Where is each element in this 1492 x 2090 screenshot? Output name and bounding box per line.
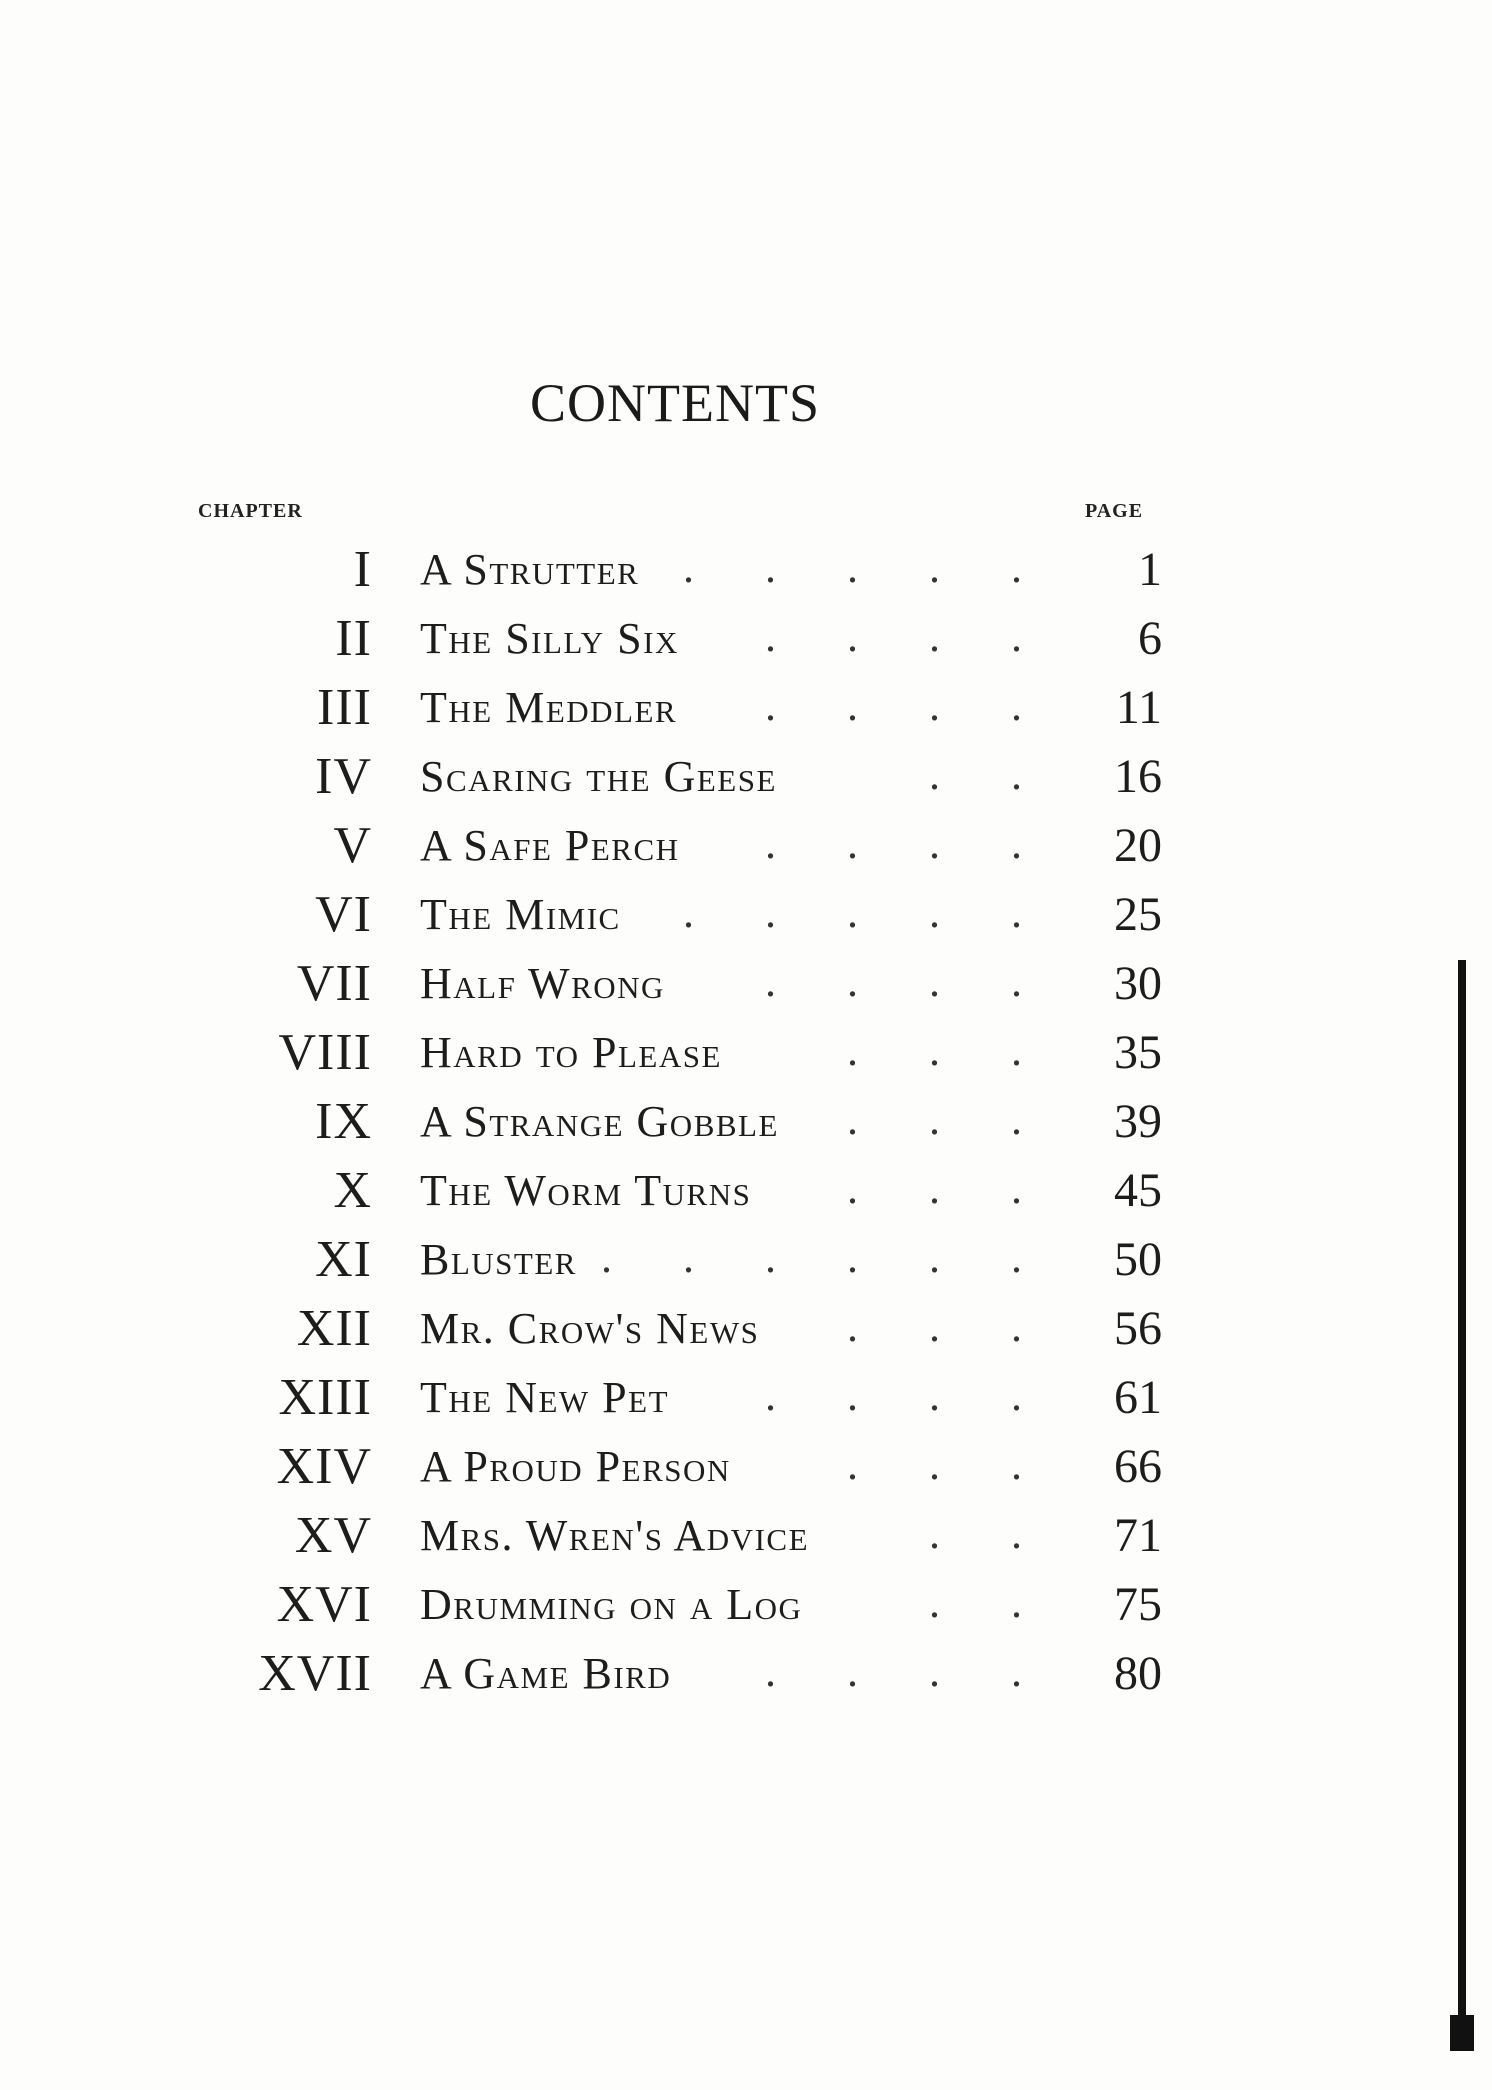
leader-dots: . . (929, 1578, 1052, 1627)
chapter-title: A Strutter (420, 545, 640, 594)
chapter-number: IX (315, 1093, 372, 1150)
toc-entry (0, 1358, 1492, 1427)
table-of-contents (0, 530, 1492, 1703)
toc-entry (0, 1151, 1492, 1220)
page-number: 50 (1114, 1233, 1162, 1286)
toc-entry (0, 1634, 1492, 1703)
toc-entry (0, 668, 1492, 737)
leader-dots: . . . (847, 1026, 1052, 1075)
chapter-title: The Mimic (420, 890, 621, 939)
toc-entry (0, 1013, 1492, 1082)
chapter-title: Bluster (420, 1235, 577, 1284)
chapter-title: A Proud Person (420, 1442, 731, 1491)
page-number: 16 (1114, 750, 1162, 803)
chapter-number: XV (294, 1507, 372, 1564)
chapter-number: II (335, 610, 372, 667)
toc-entry (0, 1427, 1492, 1496)
chapter-title: The Worm Turns (420, 1166, 752, 1215)
page-number: 71 (1114, 1509, 1162, 1562)
toc-entry (0, 1220, 1492, 1289)
chapter-number: XI (315, 1231, 372, 1288)
leader-dots: . . . . (765, 1647, 1052, 1696)
chapter-number: IV (315, 748, 372, 805)
page-number: 1 (1138, 543, 1162, 596)
chapter-number: XVII (258, 1645, 372, 1702)
page-number: 56 (1114, 1302, 1162, 1355)
leader-dots: . . (929, 750, 1052, 799)
toc-entry (0, 1082, 1492, 1151)
leader-dots: . . . . . (683, 888, 1052, 937)
chapter-number: XII (296, 1300, 372, 1357)
chapter-title: A Game Bird (420, 1649, 672, 1698)
chapter-title: Hard to Please (420, 1028, 722, 1077)
leader-dots: . . . . (765, 612, 1052, 661)
page-number: 75 (1114, 1578, 1162, 1631)
leader-dots: . . . (847, 1095, 1052, 1144)
toc-entry (0, 530, 1492, 599)
leader-dots: . . . . . . (601, 1233, 1052, 1282)
chapter-number: V (333, 817, 372, 874)
page-number: 35 (1114, 1026, 1162, 1079)
chapter-title: Mr. Crow's News (420, 1304, 760, 1353)
chapter-title: Mrs. Wren's Advice (420, 1511, 810, 1560)
page-number: 30 (1114, 957, 1162, 1010)
page-number: 39 (1114, 1095, 1162, 1148)
toc-entry (0, 1565, 1492, 1634)
page-number: 45 (1114, 1164, 1162, 1217)
page-number: 66 (1114, 1440, 1162, 1493)
leader-dots: . . . . (765, 681, 1052, 730)
chapter-number: I (353, 541, 372, 598)
leader-dots: . . . (847, 1164, 1052, 1213)
page-number: 25 (1114, 888, 1162, 941)
page-edge-shadow (1458, 960, 1466, 2050)
leader-dots: . . . (847, 1302, 1052, 1351)
leader-dots: . . . . (765, 1371, 1052, 1420)
toc-entry (0, 875, 1492, 944)
leader-dots: . . (929, 1509, 1052, 1558)
leader-dots: . . . . (765, 957, 1052, 1006)
chapter-number: XIII (278, 1369, 372, 1426)
leader-dots: . . . . (765, 819, 1052, 868)
chapter-title: A Safe Perch (420, 821, 680, 870)
chapter-title: A Strange Gobble (420, 1097, 779, 1146)
chapter-number: XVI (276, 1576, 372, 1633)
toc-entry (0, 1289, 1492, 1358)
leader-dots: . . . . . (683, 543, 1052, 592)
page-number: 61 (1114, 1371, 1162, 1424)
page-number: 11 (1115, 681, 1162, 734)
chapter-title: The New Pet (420, 1373, 670, 1422)
chapter-title: Drumming on a Log (420, 1580, 803, 1629)
toc-entry (0, 737, 1492, 806)
chapter-number: XIV (276, 1438, 372, 1495)
chapter-number: VIII (278, 1024, 372, 1081)
chapter-column-header: CHAPTER (198, 500, 303, 522)
toc-entry (0, 944, 1492, 1013)
toc-entry (0, 1496, 1492, 1565)
chapter-number: X (333, 1162, 372, 1219)
chapter-title: Half Wrong (420, 959, 665, 1008)
toc-entry (0, 599, 1492, 668)
page-column-header: PAGE (1085, 500, 1144, 522)
page-title: CONTENTS (530, 373, 820, 433)
chapter-title: The Silly Six (420, 614, 679, 663)
chapter-number: III (317, 679, 372, 736)
page-number: 20 (1114, 819, 1162, 872)
chapter-number: VII (296, 955, 372, 1012)
page-number: 6 (1138, 612, 1162, 665)
page-edge-shadow-foot (1450, 2015, 1474, 2051)
toc-entry (0, 806, 1492, 875)
page-number: 80 (1114, 1647, 1162, 1700)
chapter-title: The Meddler (420, 683, 678, 732)
chapter-title: Scaring the Geese (420, 752, 777, 801)
chapter-number: VI (315, 886, 372, 943)
leader-dots: . . . (847, 1440, 1052, 1489)
